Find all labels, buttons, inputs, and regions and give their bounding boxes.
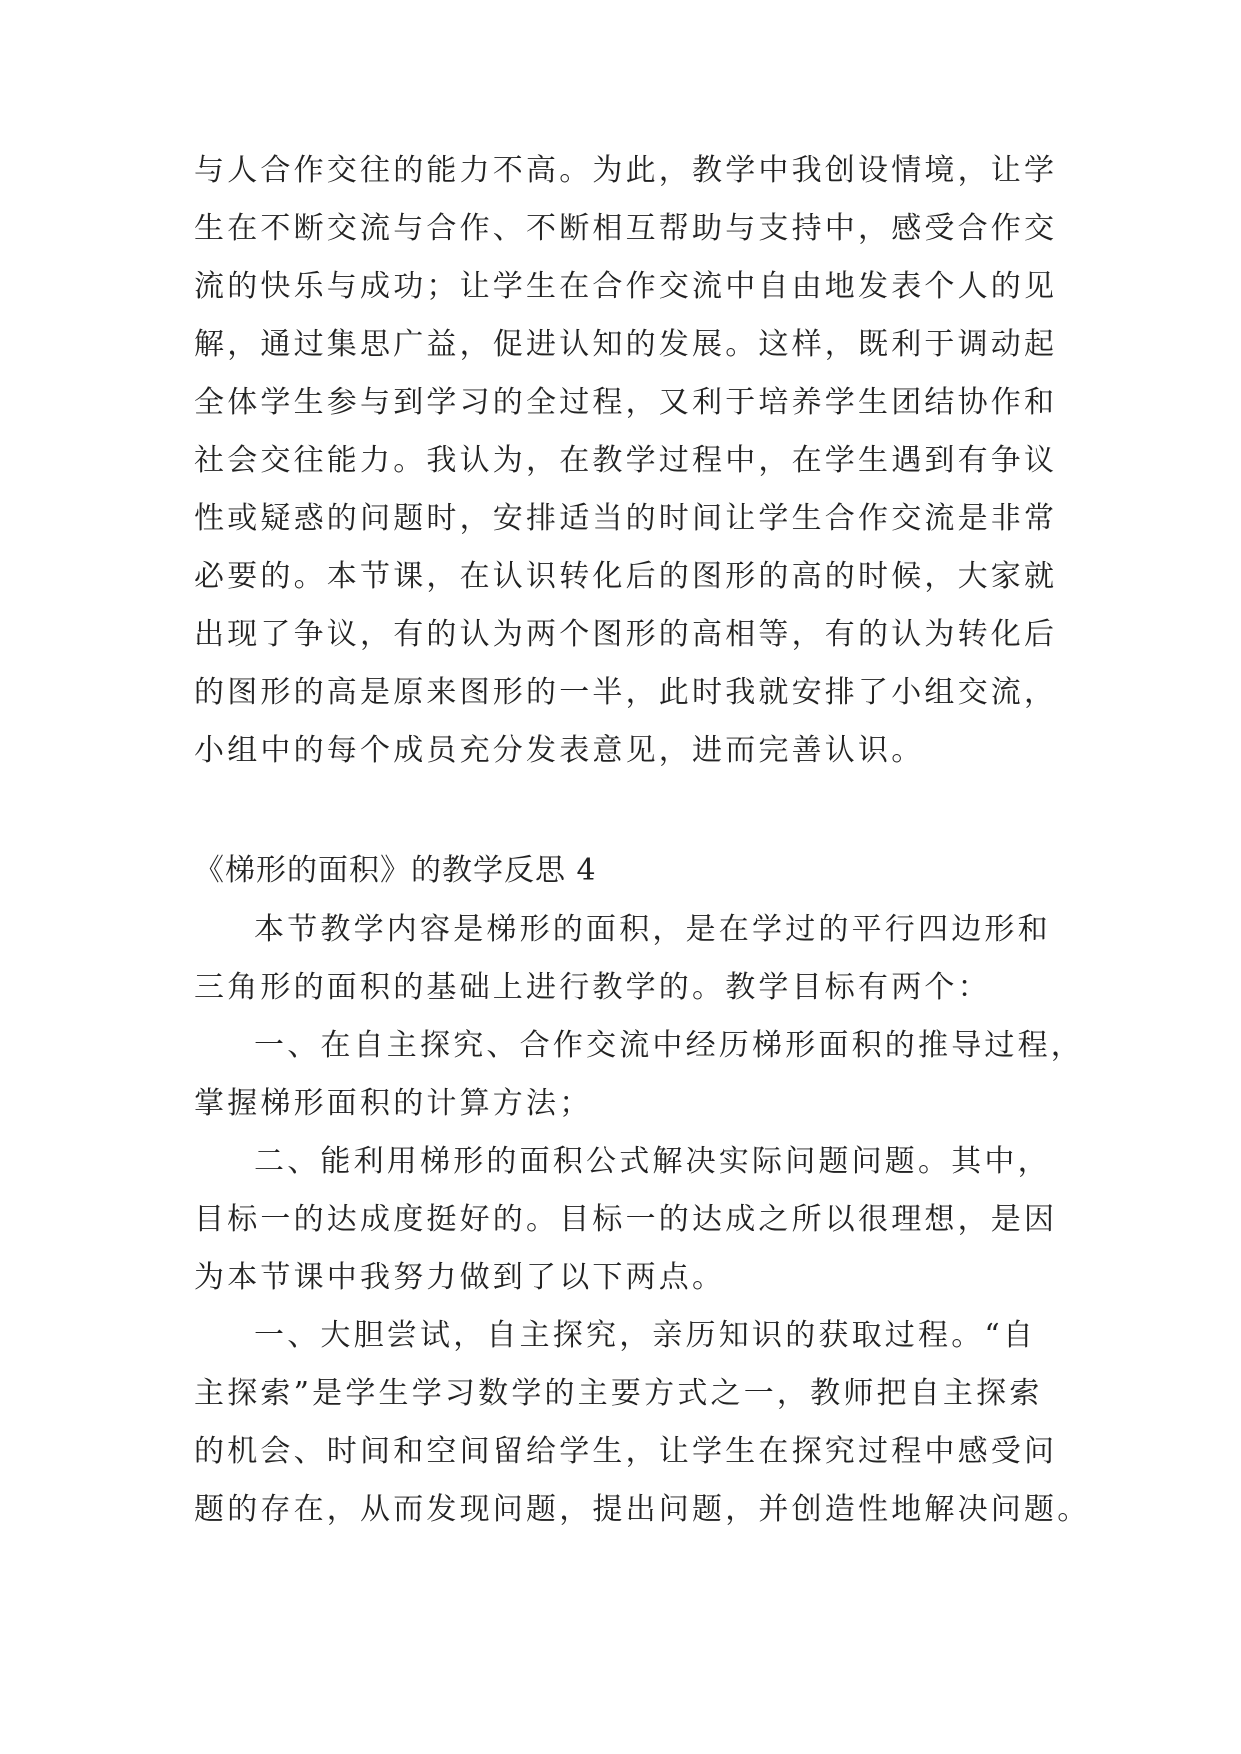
text-line: 流的快乐与成功；让学生在合作交流中自由地发表个人的见 (194, 269, 1058, 304)
text-line: 本节教学内容是梯形的面积，是在学过的平行四边形和 (254, 912, 1051, 947)
text-line: 解，通过集思广益，促进认知的发展。这样，既利于调动起 (194, 327, 1058, 362)
text-line: 一、在自主探究、合作交流中经历梯形面积的推导过程， (254, 1028, 1084, 1063)
text-line: 的图形的高是原来图形的一半，此时我就安排了小组交流， (194, 675, 1058, 710)
text-line: 与人合作交往的能力不高。为此，教学中我创设情境，让学 (194, 153, 1058, 188)
text-line: 的机会、时间和空间留给学生，让学生在探究过程中感受问 (194, 1434, 1058, 1469)
text-line: 小组中的每个成员充分发表意见，进而完善认识。 (194, 733, 925, 768)
text-line: 为本节课中我努力做到了以下两点。 (194, 1260, 726, 1295)
text-line: 目标一的达成度挺好的。目标一的达成之所以很理想，是因 (194, 1202, 1058, 1237)
text-line: 出现了争议，有的认为两个图形的高相等，有的认为转化后 (194, 617, 1058, 652)
text-line: 三角形的面积的基础上进行教学的。教学目标有两个： (194, 970, 991, 1005)
section-heading: 《梯形的面积》的教学反思 4 (194, 853, 597, 888)
text-line: 全体学生参与到学习的全过程，又利于培养学生团结协作和 (194, 385, 1058, 420)
text-line: 掌握梯形面积的计算方法； (194, 1086, 593, 1121)
text-line: 题的存在，从而发现问题，提出问题，并创造性地解决问题。 (194, 1492, 1091, 1527)
text-line: 主探索”是学生学习数学的主要方式之一，教师把自主探索 (194, 1376, 1043, 1411)
text-line: 必要的。本节课，在认识转化后的图形的高的时候，大家就 (194, 559, 1058, 594)
text-line: 社会交往能力。我认为，在教学过程中，在学生遇到有争议 (194, 443, 1058, 478)
text-line: 二、能利用梯形的面积公式解决实际问题问题。其中， (254, 1144, 1051, 1179)
text-line: 一、大胆尝试，自主探究，亲历知识的获取过程。“自 (254, 1318, 1037, 1353)
text-line: 性或疑惑的问题时，安排适当的时间让学生合作交流是非常 (194, 501, 1058, 536)
text-line: 生在不断交流与合作、不断相互帮助与支持中，感受合作交 (194, 211, 1058, 246)
